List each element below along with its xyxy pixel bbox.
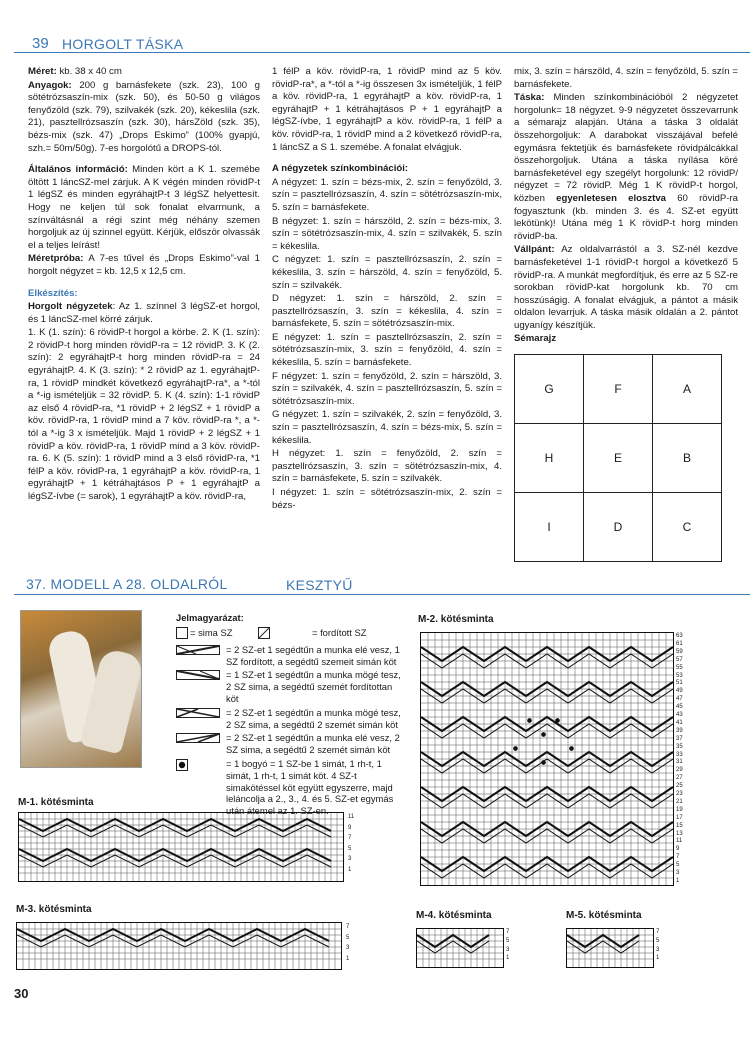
row-number: 37 bbox=[676, 735, 683, 742]
row-number: 63 bbox=[676, 633, 683, 639]
cable-back-icon bbox=[176, 670, 220, 680]
col3-continuation: mix, 3. szín = hárszöld, 4. szín = fenyőzöld, 5. szín = barnásfekete. bbox=[514, 66, 738, 90]
square-combo: F négyzet: 1. szín = fenyőzöld, 2. szín = hárszöld, 3. szín = szilvakék, 4. szín = pasztellrózsaszín, 5. szín = sötétrózsaszín-mix. bbox=[272, 370, 502, 407]
gloves-photo bbox=[20, 610, 142, 768]
meretproba-text: A 7-es tűvel és „Drops Eskimo”-val 1 horgolt négyzet = kb. 12,5 x 12,5 cm. bbox=[28, 253, 260, 277]
m2-grid bbox=[421, 633, 673, 885]
row-number: 9 bbox=[676, 846, 680, 853]
square-combo: H négyzet: 1. szín = fenyőzöld, 2. szín = pasztellrózsaszín, 3. szín = sötétrózsaszín-mix, 4. szín = barnásfekete, 5. szín = szilvakék. bbox=[272, 448, 502, 485]
m1-grid bbox=[19, 813, 343, 881]
chart-m3 bbox=[16, 922, 342, 970]
row-number: 13 bbox=[676, 830, 683, 837]
row-number: 17 bbox=[676, 814, 683, 821]
cable-4-front-icon bbox=[176, 733, 220, 743]
vallpant-label: Vállpánt: bbox=[514, 244, 555, 256]
taska-text: Minden színkombinációból 2 négyzetet horgolunk= 18 négyzet. 9-9 négyzetet összevarrunk a sémarajz alapján. Utána a táska 3 oldalát összehorgoljuk: A darabokat visszájával befelé egymásra fektetjük és barnásfekete rövidpálcákkal összehorgoljuk. Utána a táska nyílása köré barnásfeketével egy szegélyt horgolunk: 12 rövidP/ négyzet = 72 rövidP. Még 1 K rövidP-t horgol, közben bbox=[514, 92, 738, 204]
horgolt-label: Horgolt négyzetek bbox=[28, 301, 113, 313]
legend-row: = 1 SZ-et 1 segédtűn a munka mögé tesz, 2 SZ sima, a segédtű szemét fordítottan köt bbox=[176, 669, 404, 704]
vallpant-text: Az oldalvarrástól a 3. SZ-nél kezdve barnásfeketével 1-1 rövidP-t horgol a következő 5 rövidP-ra. A munkát megfordítjuk, és erre az 5 SZ-re sorokban rövidP-kat horgolunk kb. 70 cm hosszúságig. A fonalat elvágjuk, a pántot a másik oldalon levarrjuk. A táska másik oldalán a 2. pántot ugyanígy készítjük. bbox=[514, 244, 738, 331]
section-title: KESZTYŰ bbox=[286, 577, 353, 593]
model-label: 37. MODELL A 28. OLDALRÓL bbox=[26, 576, 228, 592]
row-number: 1 bbox=[656, 955, 660, 962]
altalanos-label: Általános információ: bbox=[28, 164, 128, 176]
square-combo: A négyzet: 1. szín = bézs-mix, 2. szín = fenyőzöld, 3. szín = pasztellrózsaszín, 4. szín = sötétrózsaszín-mix, 5. szín = barnásfekete. bbox=[272, 176, 502, 213]
square-combinations-list bbox=[272, 177, 502, 512]
taska-text-2: 60 rövidP-ra fogyasztunk (kb. minden 3. és 4. SZ-et együtt lekötünk)! Utána még 1 K rövidP-t horg minden rövidP-ba. bbox=[514, 192, 738, 242]
row-number: 1 bbox=[348, 867, 352, 873]
row-number: 1 bbox=[506, 955, 510, 962]
row-number: 3 bbox=[506, 946, 510, 953]
m3-grid bbox=[17, 923, 341, 969]
row-number: 23 bbox=[676, 791, 683, 797]
bobble-mark bbox=[541, 760, 546, 765]
anyagok-text: 200 g barnásfekete (szk. 23), 100 g sötétrózsaszín-mix (szk. 50), és 50-50 g világos fenyőzöld (szk. 79), szilvakék (szk. 20), kékeslila (szk. 21), pasztellrózsaszín (szk. 30), hársZöld (szk. 35), bézs-mix (szk. 47) „Drops Eskimo” (100% gyapjú, szh.= 50m/50g). 7-es horgolótű a DROPS-tól. bbox=[28, 79, 260, 154]
chart-m1 bbox=[18, 812, 344, 882]
meret-label: Méret: bbox=[28, 66, 57, 77]
m1-label: M-1. kötésminta bbox=[18, 797, 94, 808]
m2-label: M-2. kötésminta bbox=[418, 614, 494, 625]
page-number-top: 39 bbox=[32, 35, 49, 52]
legend-row: = 2 SZ-et 1 segédtűn a munka elé vesz, 1 SZ fordított, a segédtű szemeit simán köt bbox=[176, 644, 404, 668]
grid-cell: H bbox=[515, 424, 584, 493]
row-number: 19 bbox=[676, 806, 683, 813]
row-number: 7 bbox=[506, 929, 510, 935]
legend-heading: Jelmagyarázat: bbox=[176, 612, 244, 623]
row-number: 29 bbox=[676, 767, 683, 774]
row-number: 55 bbox=[676, 664, 683, 671]
row-number: 33 bbox=[676, 751, 683, 758]
row-number: 11 bbox=[676, 838, 683, 845]
grid-cell: I bbox=[515, 493, 584, 562]
row-number: 7 bbox=[676, 854, 680, 861]
egyenletesen-text: egyenletesen elosztva bbox=[556, 192, 666, 204]
row-number: 3 bbox=[656, 946, 660, 953]
col2-continuation: 1 félP a köv. rövidP-ra, 1 rövidP mind az 5 köv. rövidP-ra*, a *-tól a *-ig összesen 3x ismételjük, 1 félP a köv. rövidP-ra, 1 egyráhajtP a köv. rövidP-ra, 1 egyráhajtP + 1 kétráhajtásos P + 1 egyráhajtP a légSZ-ívbe, 1 egyráhajtP a köv. rövidP-ra, 1 félP a köv. rövidP-ra, 1 rövidP mind a 2 következő rövidP-ra, 1 láncSZ a S 1. szemébe. A fonalat elvágjuk. bbox=[272, 66, 502, 153]
row-number: 45 bbox=[676, 704, 683, 711]
row-number: 7 bbox=[348, 835, 352, 842]
row-number: 5 bbox=[348, 845, 352, 852]
row-number: 41 bbox=[676, 719, 683, 726]
bobble-icon bbox=[176, 759, 188, 771]
m4-label: M-4. kötésminta bbox=[416, 910, 492, 921]
semarajz-grid bbox=[514, 354, 722, 562]
row-number: 1 bbox=[676, 877, 680, 884]
row-number: 59 bbox=[676, 648, 683, 655]
taska-label: Táska: bbox=[514, 92, 545, 104]
meretproba-label: Méretpróba: bbox=[28, 253, 84, 265]
cable-4-back-icon bbox=[176, 708, 220, 718]
row-number: 1 bbox=[346, 955, 350, 962]
row-number: 35 bbox=[676, 743, 683, 750]
row-number: 15 bbox=[676, 822, 683, 829]
row-number: 3 bbox=[348, 856, 352, 863]
row-number: 25 bbox=[676, 783, 683, 790]
horgolt-text: : Az 1. színnel 3 légSZ-et horgol, és 1 láncSZ-mel körré zárjuk. bbox=[28, 301, 260, 325]
legend-row: = 2 SZ-et 1 segédtűn a munka elé vesz, 2 SZ sima, a segédtű 2 szemét simán köt bbox=[176, 732, 404, 756]
row-number: 57 bbox=[676, 656, 683, 663]
row-number: 53 bbox=[676, 672, 683, 679]
m3-label: M-3. kötésminta bbox=[16, 904, 92, 915]
grid-cell: D bbox=[584, 493, 653, 562]
grid-cell: B bbox=[653, 424, 722, 493]
grid-cell: F bbox=[584, 355, 653, 424]
row-number: 49 bbox=[676, 688, 683, 695]
grid-cell: C bbox=[653, 493, 722, 562]
square-combo: D négyzet: 1. szín = hárszöld, 2. szín = pasztellrózsaszín, 3. szín = kékeslila, 4. szín = barnásfekete, 5. szín = sötétrózsaszín-mix. bbox=[272, 293, 502, 330]
cable-front-icon bbox=[176, 645, 220, 655]
elkeszites-heading: Elkészítés: bbox=[28, 287, 78, 299]
anyagok-label: Anyagok: bbox=[28, 79, 72, 91]
row-number: 43 bbox=[676, 712, 683, 718]
chart-m5 bbox=[566, 928, 654, 968]
legend-sima: = sima SZ bbox=[190, 626, 233, 638]
m4-grid bbox=[417, 929, 503, 967]
chart-m2 bbox=[420, 632, 674, 886]
bobble-mark bbox=[541, 732, 546, 737]
grid-cell: A bbox=[653, 355, 722, 424]
row-number: 31 bbox=[676, 759, 683, 766]
row-number: 47 bbox=[676, 696, 683, 703]
square-combo: B négyzet: 1. szín = hárszöld, 2. szín = bézs-mix, 3. szín = sötétrózsaszín-mix, 4. szín = szilvakék, 5. szín = kékeslila. bbox=[272, 215, 502, 252]
column-2 bbox=[272, 66, 502, 513]
square-combo: G négyzet: 1. szín = szilvakék, 2. szín = fenyőzöld, 3. szín = pasztellrózsaszín, 4. szín = bézs-mix, 5. szín = kékeslila. bbox=[272, 409, 502, 446]
column-1 bbox=[28, 66, 260, 505]
row-number: 39 bbox=[676, 727, 683, 734]
row-number: 7 bbox=[346, 924, 350, 930]
square-combo: E négyzet: 1. szín = pasztellrózsaszín, 2. szín = sötétrózsaszín-mix, 3. szín = fenyőzöld, 4. szín = kékeslila, 5. szín = barnásfekete. bbox=[272, 331, 502, 369]
m5-label: M-5. kötésminta bbox=[566, 910, 642, 921]
row-number: 27 bbox=[676, 775, 683, 782]
legend bbox=[176, 612, 404, 819]
row-number: 3 bbox=[346, 945, 350, 951]
row-number: 61 bbox=[676, 640, 683, 647]
legend-row: = 2 SZ-et 1 segédtűn a munka mögé tesz, 2 SZ sima, a segédtű 2 szemét simán köt bbox=[176, 707, 404, 731]
page-number-bottom: 30 bbox=[14, 986, 29, 1001]
bobble-mark bbox=[555, 718, 560, 723]
purl-stitch-icon bbox=[258, 627, 270, 639]
rounds-text: 1. K (1. szín): 6 rövidP-t horgol a körbe. 2. K (1. szín): 2 rövidP-t horg minden rövidP-ra = 12 rövidP. 3. K (2. szín): 2 egyráhajtP-t horg minden rövidP-ra = 24 egyráhajtP. 4. K (3. szín): * 2 rövidP az 1. egyráhajtP-ra, 1 rövidP mindkét következő egyráhajtP-ra*, a *-tól a *-ig ismételjük = 32 rövidP. 5. K (4. szín): 1-1 rövidP az első 4 rövidP-ra, *1 rövidP + 2 légSZ + 1 rövidP a köv. rövidP-ra, 1 rövidP mind a 7 köv. rövidP-ra *, a *-tól a *-ig 3 x ismételjük. Majd 1 rövidP + 2 légSZ + 1 rövidP a köv. rövidP-ra, 1 rövidP mind a 3 köv. rövidP-ra. 6. K (5. szín): 1 rövidP mind a 3 első rövidP-ra, *1 félP a köv. rövidP-ra, 1 egyráhajtP a köv. rövidP-ra, 1 egyráhajtP + 1 kétráhajtásos P + 1 egyráhajtP a légSZ-ívbe (= sarok), 1 egyráhajtP a köv. rövidP-ra, bbox=[28, 327, 260, 502]
chart-m4 bbox=[416, 928, 504, 968]
m5-grid bbox=[567, 929, 653, 967]
knit-stitch-icon bbox=[176, 627, 188, 639]
bobble-mark bbox=[513, 746, 518, 751]
meret-text: kb. 38 x 40 cm bbox=[56, 66, 122, 77]
row-number: 51 bbox=[676, 680, 683, 687]
section-rule bbox=[14, 594, 750, 595]
row-number: 11 bbox=[348, 814, 355, 820]
grid-cell: E bbox=[584, 424, 653, 493]
kombinacio-heading: A négyzetek színkombinációi: bbox=[272, 163, 409, 175]
page-title: HORGOLT TÁSKA bbox=[62, 36, 184, 52]
square-combo: I négyzet: 1. szín = sötétrózsaszín-mix, 2. szín = bézs- bbox=[272, 487, 502, 511]
bobble-mark bbox=[569, 746, 574, 751]
grid-cell: G bbox=[515, 355, 584, 424]
semarajz-heading: Sémarajz bbox=[514, 333, 557, 345]
bobble-mark bbox=[527, 718, 532, 723]
row-number: 21 bbox=[676, 798, 683, 805]
square-combo: C négyzet: 1. szín = pasztellrózsaszín, 2. szín = kékeslila, 3. szín = hárszöld, 4. szín = fenyőzöld, 5. szín = szilvakék. bbox=[272, 254, 502, 291]
row-number: 5 bbox=[346, 934, 350, 941]
row-number: 5 bbox=[506, 937, 510, 944]
row-number: 9 bbox=[348, 824, 352, 831]
altalanos-text: Minden kört a K 1. szemébe öltött 1 láncSZ-mel zárjuk. A K végén minden rövidP-t 1 légSZ és minden egyráhajtP-t 3 légSZ helyettesít. Hogy ne keljen túl sok fonalat elvarrnunk, a színváltásnál a régi szint még néhány szemen horgoljuk az új szinnel együtt. Kérjük, először olvassák el a teljes leírást! bbox=[28, 164, 260, 251]
row-number: 5 bbox=[656, 937, 660, 944]
legend-fordit: = fordított SZ bbox=[312, 626, 367, 638]
header-rule bbox=[14, 52, 750, 53]
row-number: 5 bbox=[676, 862, 680, 869]
legend-row: = 1 bogyó = 1 SZ-be 1 simát, 1 rh-t, 1 simát, 1 rh-t, 1 simát köt. 4 SZ-t simakötéssel köt együtt egyszerre, majd leláncolja a 2., 3., 4. és 5. SZ-et egymás után átemel az 1. SZ-en. bbox=[176, 758, 404, 817]
column-3 bbox=[514, 66, 738, 347]
row-number: 7 bbox=[656, 929, 660, 935]
row-number: 3 bbox=[676, 870, 680, 876]
